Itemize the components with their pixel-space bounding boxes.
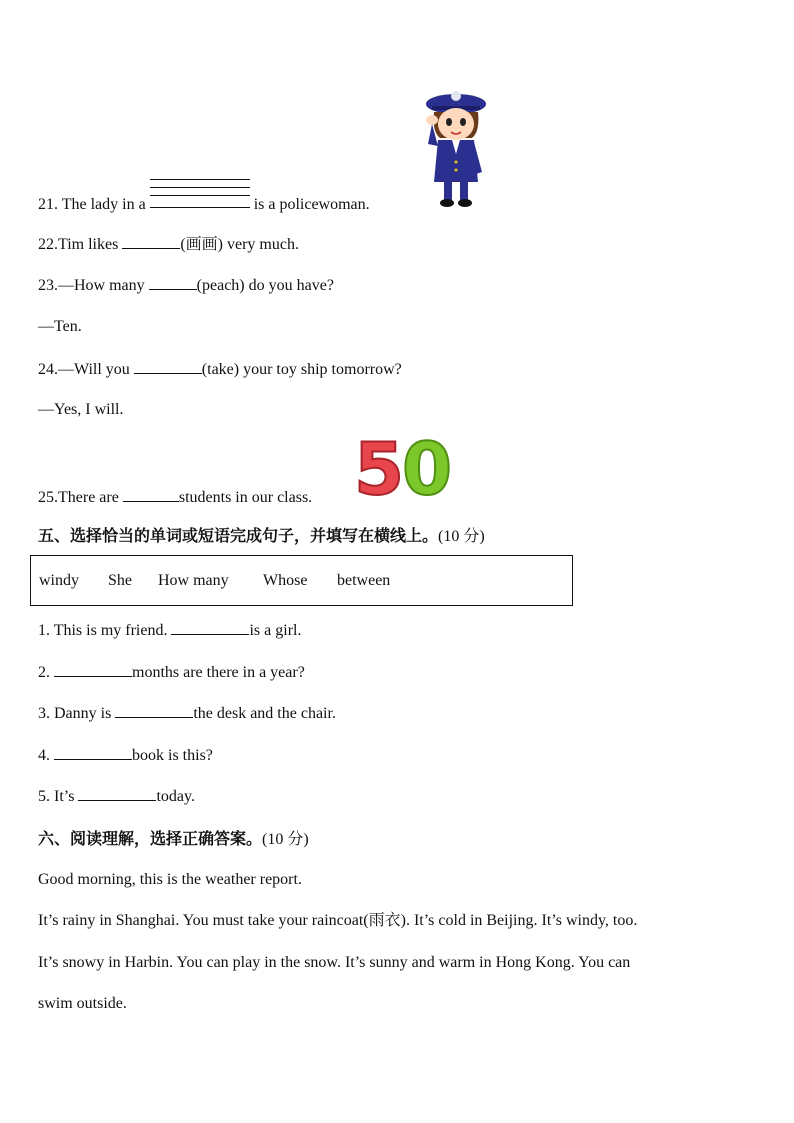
question-25	[38, 487, 312, 508]
item-prefix: 5. It’s	[38, 788, 75, 805]
q22-suffix: (画画) very much.	[180, 236, 299, 253]
question-21	[38, 195, 370, 215]
section-5-item-2	[38, 662, 305, 683]
word-bank-item: She	[108, 572, 132, 589]
q22-prefix: 22.Tim likes	[38, 236, 119, 253]
word-bank-item: between	[337, 572, 391, 589]
q23-prefix: 23.—How many	[38, 277, 145, 294]
q25-suffix: students in our class.	[178, 489, 313, 506]
section-6-heading	[38, 826, 309, 849]
item-prefix: 2.	[38, 664, 50, 681]
item-suffix: today.	[156, 788, 195, 805]
passage-line: It’s snowy in Harbin. You can play in the snow. It’s sunny and warm in Hong Kong. You can	[38, 954, 631, 971]
question-23	[38, 275, 334, 296]
section-5-item-4	[38, 745, 213, 766]
passage-line: Good morning, this is the weather report.	[38, 871, 302, 888]
word-bank-item: windy	[39, 572, 79, 589]
item-blank[interactable]	[115, 703, 193, 718]
q24-answer: —Yes, I will.	[38, 401, 124, 418]
q23-suffix: (peach) do you have?	[196, 277, 334, 294]
section-5-score: (10 分)	[438, 528, 485, 545]
q24-blank[interactable]	[134, 359, 202, 374]
item-blank[interactable]	[54, 745, 132, 760]
item-prefix: 4.	[38, 747, 50, 764]
item-suffix: months are there in a year?	[132, 664, 305, 681]
question-22	[38, 234, 299, 255]
q25-prefix: 25.There are	[38, 489, 119, 506]
section-5-item-1	[38, 620, 301, 641]
section-6-title: 六、阅读理解，选择正确答案。	[38, 829, 263, 848]
section-5-item-5	[38, 786, 195, 807]
item-blank[interactable]	[78, 786, 156, 801]
q21-answer-lines[interactable]	[150, 195, 250, 209]
question-24	[38, 359, 402, 380]
policewoman-illustration	[418, 82, 494, 210]
item-suffix: book is this?	[132, 747, 213, 764]
q24-prefix: 24.—Will you	[38, 361, 130, 378]
section-5-heading	[38, 523, 485, 546]
section-5-title: 五、选择恰当的单词或短语完成句子，并填写在横线上。	[38, 526, 439, 545]
section-6-score: (10 分)	[262, 831, 309, 848]
passage-line: swim outside.	[38, 995, 127, 1012]
q23-answer: —Ten.	[38, 318, 82, 335]
q21-prefix: 21. The lady in a	[38, 196, 146, 213]
q24-suffix: (take) your toy ship tomorrow?	[201, 361, 402, 378]
item-suffix: the desk and the chair.	[193, 705, 336, 722]
item-suffix: is a girl.	[249, 622, 302, 639]
section-5-item-3	[38, 703, 336, 724]
item-prefix: 3. Danny is	[38, 705, 112, 722]
q21-suffix: is a policewoman.	[253, 196, 370, 213]
q25-blank[interactable]	[123, 487, 179, 502]
item-blank[interactable]	[171, 620, 249, 635]
q23-blank[interactable]	[149, 275, 197, 290]
q22-blank[interactable]	[122, 234, 180, 249]
word-bank-item: Whose	[263, 572, 308, 589]
passage-line: It’s rainy in Shanghai. You must take your raincoat(雨衣). It’s cold in Beijing. It’s windy, too.	[38, 912, 638, 929]
item-blank[interactable]	[54, 662, 132, 677]
word-bank-box	[30, 555, 573, 606]
item-prefix: 1. This is my friend.	[38, 622, 168, 639]
number-fifty-image	[354, 432, 458, 502]
word-bank-item: How many	[158, 572, 229, 589]
digit-zero: 0	[402, 432, 453, 502]
digit-five: 5	[354, 432, 405, 502]
